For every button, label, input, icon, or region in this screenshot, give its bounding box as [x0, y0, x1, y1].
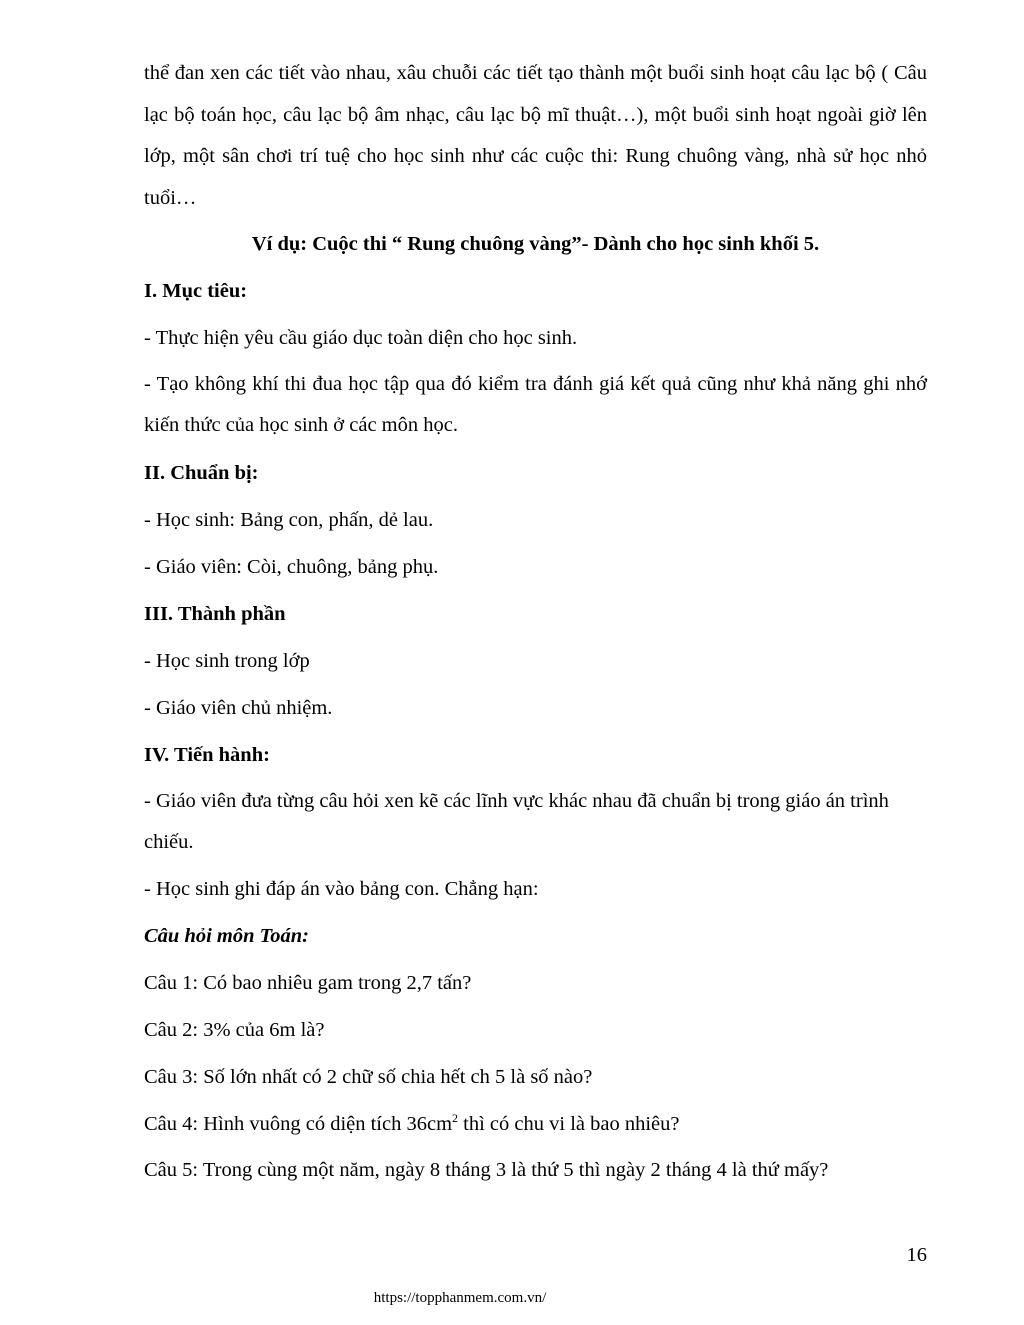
example-title: Ví dụ: Cuộc thi “ Rung chuông vàng”- Dành cho học sinh khối 5.	[251, 233, 820, 255]
section-heading-objectives: I. Mục tiêu:	[144, 280, 248, 302]
procedure-item-1: - Giáo viên đưa từng câu hỏi xen kẽ các lĩnh vực khác nhau đã chuẩn bị trong giáo án trình chiếu.	[144, 790, 889, 853]
question-2: Câu 2: 3% của 6m là?	[144, 1019, 325, 1041]
objectives-item-1: - Thực hiện yêu cầu giáo dục toàn diện cho học sinh.	[144, 327, 578, 349]
section-heading-preparation: II. Chuẩn bị:	[144, 462, 259, 484]
preparation-item-2: - Giáo viên: Còi, chuông, bảng phụ.	[144, 556, 439, 578]
participants-item-2: - Giáo viên chủ nhiệm.	[144, 697, 333, 719]
participants-item-1: - Học sinh trong lớp	[144, 650, 310, 672]
objectives-item-2: - Tạo không khí thi đua học tập qua đó kiểm tra đánh giá kết quả cũng như khả năng ghi nhớ kiến thức của học sinh ở các môn học.	[144, 373, 927, 436]
section-heading-procedure: IV. Tiến hành:	[144, 744, 270, 766]
question-1: Câu 1: Có bao nhiêu gam trong 2,7 tấn?	[144, 972, 472, 994]
math-questions-heading: Câu hỏi môn Toán:	[144, 925, 310, 947]
intro-paragraph: thể đan xen các tiết vào nhau, xâu chuỗi các tiết tạo thành một buổi sinh hoạt câu lạc bộ ( Câu lạc bộ toán học, câu lạc bộ âm nhạc, câu lạc bộ mĩ thuật…), một buổi sinh hoạt ngoài giờ lên lớp, một sân chơi trí tuệ cho học sinh như các cuộc thi: Rung chuông vàng, nhà sử học nhỏ tuổi…	[144, 62, 927, 209]
procedure-item-2: - Học sinh ghi đáp án vào bảng con. Chẳng hạn:	[144, 878, 539, 900]
section-heading-participants: III. Thành phần	[144, 603, 286, 625]
question-4-text-end: thì có chu vi là bao nhiêu?	[458, 1113, 680, 1135]
question-5: Câu 5: Trong cùng một năm, ngày 8 tháng 3 là thứ 5 thì ngày 2 tháng 4 là thứ mấy?	[144, 1159, 829, 1181]
question-4	[144, 1111, 679, 1137]
question-4-text: Câu 4: Hình vuông có diện tích 36cm	[144, 1113, 453, 1135]
preparation-item-1: - Học sinh: Bảng con, phấn, dẻ lau.	[144, 509, 434, 531]
question-3: Câu 3: Số lớn nhất có 2 chữ số chia hết ch 5 là số nào?	[144, 1066, 593, 1088]
page-number: 16	[906, 1244, 927, 1266]
question-4-superscript: 2	[452, 1111, 459, 1126]
footer-url: https://topphanmem.com.vn/	[373, 1290, 547, 1306]
